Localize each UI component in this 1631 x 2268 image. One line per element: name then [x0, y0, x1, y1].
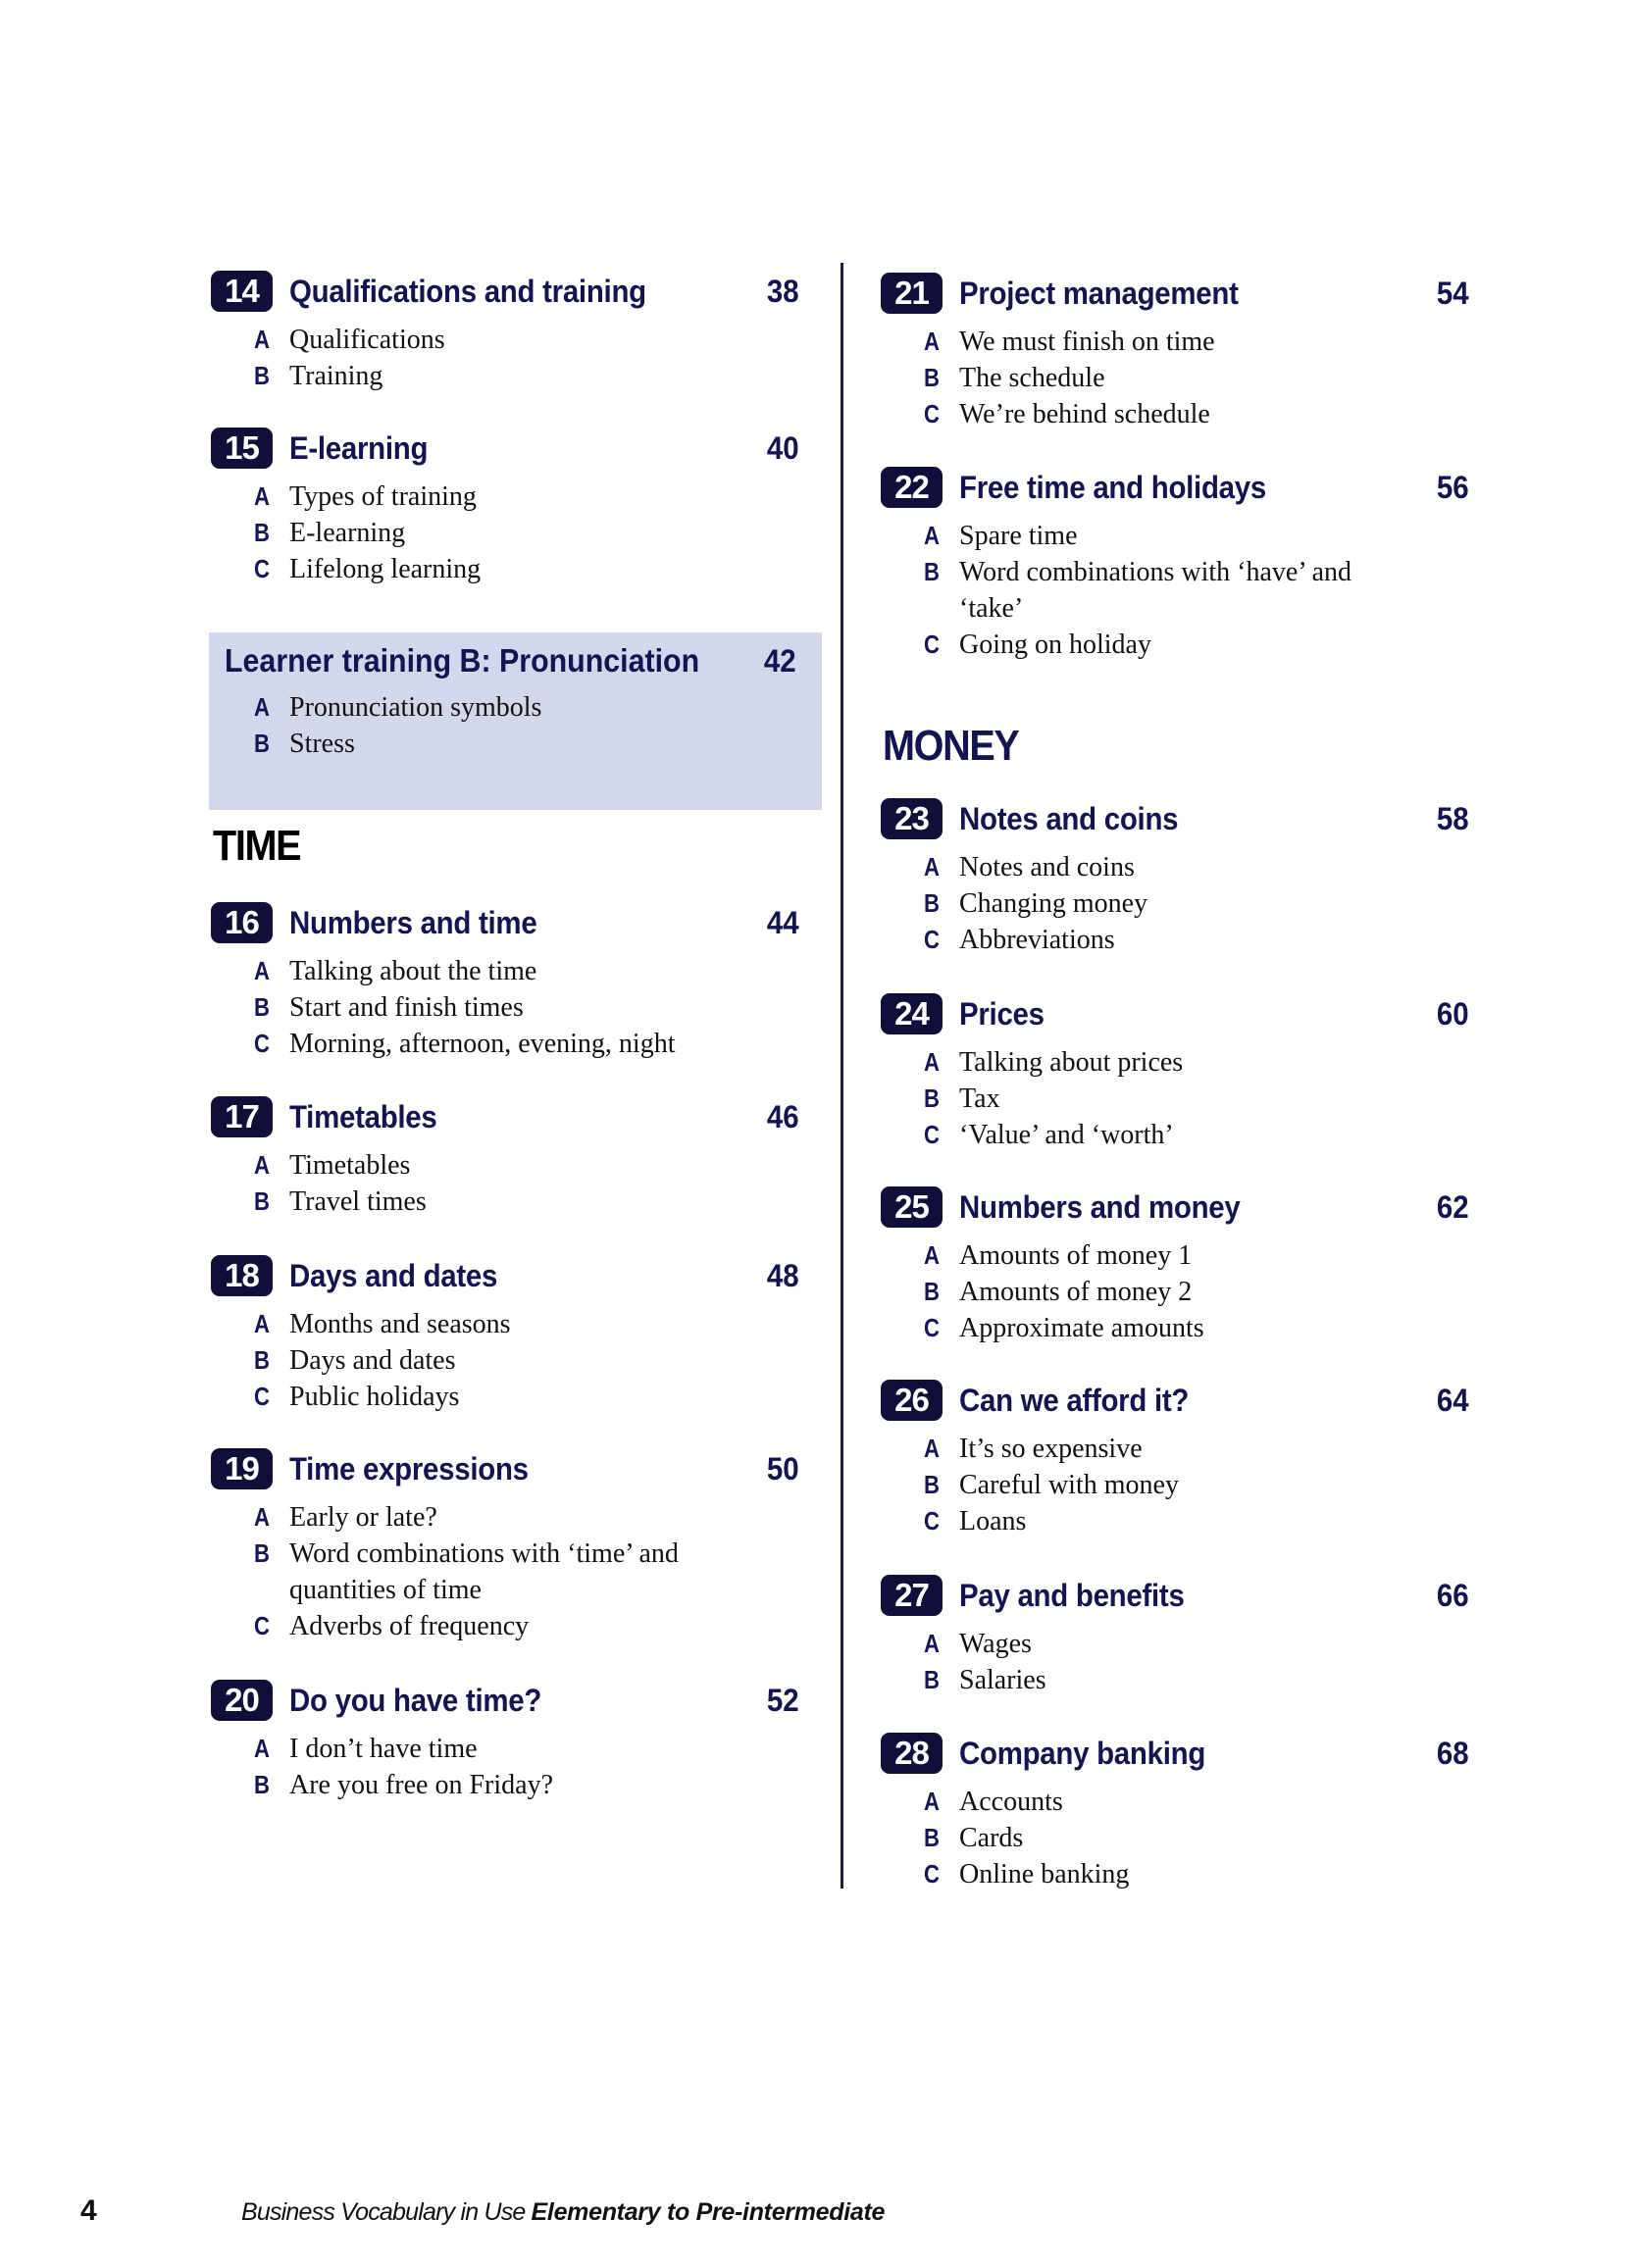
unit-subtopic	[881, 1237, 1469, 1274]
subtopic-letter: C	[254, 1611, 270, 1640]
unit-subtopic	[881, 518, 1469, 554]
unit-subtopic	[881, 324, 1469, 360]
unit-subtopic	[211, 989, 799, 1026]
unit-title[interactable]: E-learning	[289, 430, 429, 466]
unit-26[interactable]	[881, 1380, 1469, 1539]
unit-subtopic	[211, 1342, 799, 1379]
subtopic-letter: B	[254, 992, 270, 1022]
subtopic-text: Days and dates	[289, 1345, 456, 1376]
subtopic-letter: C	[924, 925, 940, 954]
subtopic-text: I don’t have time	[289, 1734, 478, 1764]
unit-title[interactable]: Prices	[959, 996, 1045, 1032]
unit-number-badge: 16	[211, 902, 273, 943]
unit-number-badge: 24	[881, 993, 943, 1034]
unit-page-number: 54	[1437, 276, 1469, 311]
unit-page-number: 44	[767, 905, 799, 940]
unit-number-badge: 14	[211, 271, 273, 312]
subtopic-letter: A	[254, 1150, 270, 1180]
subtopic-text: Training	[289, 361, 383, 391]
subtopic-letter: A	[924, 1787, 940, 1816]
subtopic-text: Qualifications	[289, 325, 445, 355]
subtopic-letter: C	[924, 1120, 940, 1149]
unit-subtopic	[211, 1026, 799, 1062]
book-title: Business Vocabulary in Use	[241, 2198, 526, 2226]
unit-subtopic	[881, 1310, 1469, 1346]
subtopic-letter: C	[254, 1029, 270, 1058]
subtopic-text: Accounts	[959, 1787, 1063, 1817]
unit-number-badge: 25	[881, 1186, 943, 1228]
subtopic-letter: C	[924, 630, 940, 659]
subtopic-text: Tax	[959, 1084, 1000, 1114]
unit-28[interactable]	[881, 1733, 1469, 1892]
subtopic-text: Talking about prices	[959, 1047, 1184, 1078]
unit-subtopic	[211, 1608, 799, 1644]
column-divider	[841, 263, 843, 1889]
unit-subtopic	[211, 479, 799, 515]
unit-24[interactable]	[881, 993, 1469, 1153]
subtopic-letter: B	[924, 1084, 940, 1113]
subtopic-text: Word combinations with ‘have’ and ‘take’	[959, 557, 1352, 624]
unit-27[interactable]	[881, 1575, 1469, 1698]
unit-subtopic	[211, 1767, 799, 1803]
subtopic-letter: C	[924, 1313, 940, 1342]
unit-title[interactable]: Project management	[959, 276, 1239, 311]
unit-page-number: 52	[767, 1683, 799, 1718]
subtopic-text: ‘Value’ and ‘worth’	[959, 1120, 1174, 1150]
unit-number-badge: 22	[881, 467, 943, 508]
unit-subtopic	[211, 953, 799, 989]
unit-20[interactable]	[211, 1680, 799, 1803]
subtopic-text: Cards	[959, 1823, 1024, 1853]
unit-number-badge: 28	[881, 1733, 943, 1774]
subtopic-text: Travel times	[289, 1186, 427, 1217]
subtopic-text: Timetables	[289, 1150, 411, 1181]
subtopic-letter: C	[254, 554, 270, 583]
unit-page-number: 58	[1437, 801, 1469, 836]
subtopic-text: Public holidays	[289, 1382, 460, 1412]
subtopic-letter: A	[254, 1502, 270, 1532]
subtopic-letter: A	[254, 956, 270, 985]
subtopic-text: Morning, afternoon, evening, night	[289, 1029, 676, 1059]
learner-training-page-number: 42	[764, 643, 796, 679]
learner-training-box[interactable]	[209, 632, 822, 810]
unit-page-number: 56	[1437, 470, 1469, 505]
unit-page-number: 66	[1437, 1578, 1469, 1613]
subtopic-letter: A	[924, 1629, 940, 1658]
unit-subtopic	[881, 1274, 1469, 1310]
subtopic-text: Wages	[959, 1629, 1032, 1659]
unit-subtopic	[881, 1626, 1469, 1662]
unit-page-number: 68	[1437, 1736, 1469, 1771]
unit-number-badge: 26	[881, 1380, 943, 1421]
subtopic-letter: B	[924, 1823, 940, 1852]
subtopic-text: Going on holiday	[959, 630, 1151, 660]
unit-subtopic	[881, 1117, 1469, 1153]
unit-title[interactable]: Can we afford it?	[959, 1383, 1190, 1418]
subtopic-text: Types of training	[289, 481, 477, 512]
unit-page-number: 38	[767, 274, 799, 309]
unit-title[interactable]: Free time and holidays	[959, 470, 1266, 505]
subtopic-letter: B	[254, 518, 270, 547]
subtopic-letter: B	[254, 1770, 270, 1799]
subtopic-letter: A	[924, 327, 940, 356]
unit-subtopic	[881, 885, 1469, 922]
unit-subtopic	[881, 1662, 1469, 1698]
unit-number-badge: 27	[881, 1575, 943, 1616]
unit-title[interactable]: Do you have time?	[289, 1683, 542, 1718]
unit-number-badge: 21	[881, 273, 943, 314]
unit-subtopic	[881, 1044, 1469, 1081]
subtopic-text: E-learning	[289, 518, 406, 548]
subtopic-letter: B	[924, 1665, 940, 1694]
unit-title[interactable]: Numbers and money	[959, 1189, 1241, 1225]
unit-subtopic	[211, 1499, 799, 1536]
unit-subtopic	[211, 1306, 799, 1342]
unit-subtopic	[211, 551, 799, 587]
subtopic-letter: B	[254, 1186, 270, 1216]
subtopic-letter: A	[254, 1734, 270, 1763]
unit-subtopic	[881, 396, 1469, 432]
subtopic-text: Salaries	[959, 1665, 1046, 1695]
unit-subtopic	[211, 1184, 799, 1220]
unit-16[interactable]	[211, 902, 799, 1062]
subtopic-text: Approximate amounts	[959, 1313, 1204, 1343]
subtopic-text: Word combinations with ‘time’ and quantities of time	[289, 1538, 679, 1605]
unit-subtopic	[211, 1536, 799, 1608]
subtopic-text: Talking about the time	[289, 956, 537, 986]
unit-17[interactable]	[211, 1096, 799, 1220]
unit-number-badge: 20	[211, 1680, 273, 1721]
subtopic-letter: C	[254, 1382, 270, 1411]
unit-subtopic	[881, 1820, 1469, 1856]
footer-page-number: 4	[80, 2194, 97, 2227]
unit-page-number: 50	[767, 1451, 799, 1487]
section-heading-money: MONEY	[883, 722, 1019, 770]
subtopic-text: Amounts of money 2	[959, 1277, 1193, 1307]
unit-subtopic	[881, 554, 1469, 627]
unit-subtopic	[881, 360, 1469, 396]
book-level: Elementary to Pre-intermediate	[531, 2198, 886, 2226]
unit-subtopic	[211, 322, 799, 358]
subtopic-text: We must finish on time	[959, 327, 1215, 357]
unit-subtopic	[881, 627, 1469, 663]
subtopic-text: Stress	[289, 729, 355, 759]
unit-subtopic	[881, 1467, 1469, 1503]
subtopic-letter: B	[924, 888, 940, 918]
subtopic-letter: B	[254, 1538, 270, 1568]
unit-19[interactable]	[211, 1448, 799, 1644]
unit-title[interactable]: Days and dates	[289, 1258, 498, 1293]
unit-title[interactable]: Timetables	[289, 1099, 437, 1134]
subtopic-text: Lifelong learning	[289, 554, 482, 584]
subtopic-text: Notes and coins	[959, 852, 1135, 882]
unit-subtopic	[881, 1784, 1469, 1820]
subtopic-text: The schedule	[959, 363, 1105, 393]
unit-subtopic	[881, 1503, 1469, 1539]
subtopic-text: Careful with money	[959, 1470, 1179, 1500]
learner-training-title[interactable]: Learner training B: Pronunciation	[225, 642, 700, 679]
subtopic-text: Adverbs of frequency	[289, 1611, 530, 1641]
unit-number-badge: 17	[211, 1096, 273, 1137]
subtopic-text: Changing money	[959, 888, 1148, 919]
unit-subtopic	[211, 1379, 799, 1415]
unit-page-number: 48	[767, 1258, 799, 1293]
unit-title[interactable]: Pay and benefits	[959, 1578, 1185, 1613]
unit-subtopic	[881, 1081, 1469, 1117]
subtopic-letter: B	[924, 557, 940, 586]
subtopic-text: Months and seasons	[289, 1309, 511, 1339]
subtopic-letter: A	[924, 1434, 940, 1463]
subtopic-letter: B	[924, 363, 940, 392]
subtopic-letter: B	[254, 1345, 270, 1375]
unit-23[interactable]	[881, 798, 1469, 958]
subtopic-text: Spare time	[959, 521, 1078, 551]
subtopic-letter: B	[924, 1277, 940, 1306]
unit-title[interactable]: Notes and coins	[959, 801, 1179, 836]
unit-subtopic	[881, 922, 1469, 958]
subtopic-letter: A	[924, 852, 940, 882]
unit-title[interactable]: Time expressions	[289, 1451, 529, 1487]
unit-subtopic	[211, 1731, 799, 1767]
subtopic-letter: A	[254, 481, 270, 511]
subtopic-letter: A	[254, 325, 270, 354]
unit-page-number: 62	[1437, 1189, 1469, 1225]
unit-25[interactable]	[881, 1186, 1469, 1346]
subtopic-letter: B	[924, 1470, 940, 1499]
unit-subtopic	[881, 1431, 1469, 1467]
unit-number-badge: 15	[211, 428, 273, 469]
subtopic-letter: C	[924, 399, 940, 428]
unit-subtopic	[881, 1856, 1469, 1892]
subtopic-letter: A	[254, 1309, 270, 1338]
subtopic-text: Loans	[959, 1506, 1027, 1537]
footer-book-title	[241, 2195, 885, 2229]
section-heading-time: TIME	[213, 822, 301, 870]
unit-page-number: 60	[1437, 996, 1469, 1032]
unit-subtopic	[211, 358, 799, 394]
subtopic-text: It’s so expensive	[959, 1434, 1143, 1464]
unit-title[interactable]: Numbers and time	[289, 905, 537, 940]
subtopic-text: Are you free on Friday?	[289, 1770, 554, 1800]
unit-22[interactable]	[881, 467, 1469, 663]
subtopic-letter: C	[924, 1506, 940, 1536]
unit-title[interactable]: Qualifications and training	[289, 274, 646, 309]
unit-18[interactable]	[211, 1255, 799, 1415]
unit-number-badge: 19	[211, 1448, 273, 1489]
unit-title[interactable]: Company banking	[959, 1736, 1206, 1771]
unit-subtopic	[211, 1147, 799, 1184]
subtopic-letter: B	[254, 361, 270, 390]
subtopic-letter: C	[924, 1859, 940, 1889]
unit-page-number: 40	[767, 430, 799, 466]
subtopic-text: Start and finish times	[289, 992, 524, 1023]
subtopic-text: Abbreviations	[959, 925, 1115, 955]
subtopic-text: Online banking	[959, 1859, 1130, 1890]
unit-subtopic	[211, 515, 799, 551]
unit-21[interactable]	[881, 273, 1469, 432]
unit-number-badge: 23	[881, 798, 943, 839]
unit-page-number: 46	[767, 1099, 799, 1134]
subtopic-letter: B	[254, 729, 270, 758]
subtopic-text: We’re behind schedule	[959, 399, 1210, 429]
subtopic-letter: A	[254, 692, 270, 722]
unit-page-number: 64	[1437, 1383, 1469, 1418]
unit-number-badge: 18	[211, 1255, 273, 1296]
subtopic-letter: A	[924, 521, 940, 550]
subtopic-text: Early or late?	[289, 1502, 437, 1533]
unit-15[interactable]	[211, 428, 799, 587]
unit-subtopic	[881, 849, 1469, 885]
subtopic-letter: A	[924, 1240, 940, 1270]
subtopic-text: Pronunciation symbols	[289, 692, 542, 723]
subtopic-letter: A	[924, 1047, 940, 1077]
unit-14[interactable]	[211, 271, 799, 394]
subtopic-text: Amounts of money 1	[959, 1240, 1193, 1271]
